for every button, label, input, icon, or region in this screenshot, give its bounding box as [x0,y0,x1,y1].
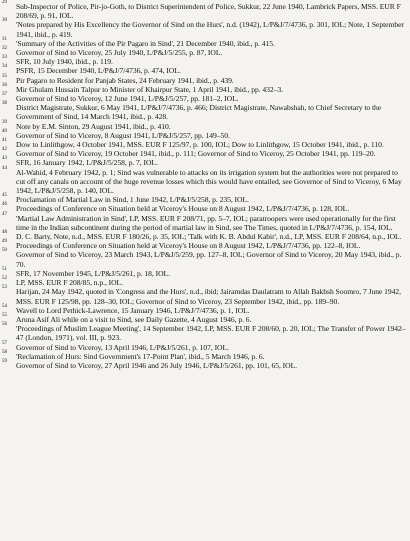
footnote-text: Governor of Sind to Viceroy, 19 October 1941, ibid., p. 111; Governor of Sind to Viceroy, 25 October 1941, pp. 119–20. [16,149,376,159]
footnote-number: 38 [2,101,7,107]
footnote-number: 55 [2,312,7,318]
footnote-item [2,324,406,342]
footnote-number: 49 [2,239,7,245]
footnote-number: 36 [2,82,7,88]
footnote-item [2,287,406,305]
footnote-text: Harijan, 24 May 1942, quoted in 'Congress and the Hurs', n.d., ibid; Jairamdas Daulatram to Allah Bakhsh Soomro, 7 June 1942, MSS. EUR F 125/98, pp. 128–30, IOL; Governor of Sind to Viceroy, 23 September 1942, ibid., pp. 189–90. [16,287,401,306]
footnote-text: D. C. Barty, Note, n.d., MSS. EUR F 180/26, p. 35, IOL; 'Talk with K. B. Abdul Kabir', n.d., LP, MSS. EUR F 208/64, n.p., IOL. [16,232,402,242]
footnote-item [2,66,406,75]
footnote-item [2,266,406,278]
footnote-item [2,232,406,241]
footnote-number: 58 [2,349,7,355]
footnote-number: 34 [2,64,7,70]
footnote-text: District Magistrate, Sukkur, 6 May 1941, L/P&J/7/4736, p. 466; District Magistrate, Nawabshah, to Chief Secretary to the Government of Sind, 14 March 1941, ibid., p. 428. [16,103,382,122]
footnote-item [2,349,406,361]
footnote-number: 31 [2,36,7,42]
footnote-number: 29 [2,0,7,5]
footnote-text: 'Martial Law Administration in Sind', LP, MSS. EUR F 208/71, pp. 5–7, IOL; paratroopers were used operationally for the first time in the Indian subcontinent during the period of martial law in Sind, see The Times, quoted in L/P&J/7/4736, p. 154, IOL. [16,213,396,232]
footnote-number: 39 [2,119,7,125]
footnote-item [2,119,406,131]
footnote-number: 56 [2,322,7,328]
footnote-item [2,278,406,287]
footnote-item [2,128,406,140]
footnote-item [2,36,406,48]
footnote-text: 'Proceedings of Muslim League Meeting', 14 September 1942, LP, MSS. EUR F 208/60, p. 20, IOL; The Transfer of Power 1942–47 (London, 1971), vol. III, p. 923. [16,324,406,343]
footnote-text: Governor of Sind to Viceroy, 13 April 1946, L/P&J/5/261, p. 107, IOL. [16,342,229,352]
footnote-text: SFR, 17 November 1945, L/P&J/5/261, p. 18, IOL. [16,268,170,278]
footnote-number: 48 [2,230,7,236]
footnote-text: Proceedings of Conference on Situation held at Viceroy's House on 8 August 1942, L/P&J/7/4736, pp. 122–8, IOL. [16,241,361,251]
footnote-text: LP, MSS. EUR F 208/85, n.p., IOL. [16,278,123,288]
footnote-item [2,211,406,232]
footnote-number: 53 [2,285,7,291]
footnote-item [2,158,406,167]
footnote-number: 37 [2,92,7,98]
footnote-item [2,20,406,38]
footnote-text: SFR, 16 January 1942, L/P&J/5/258, p. 7, IOL. [16,158,158,168]
footnote-text: 'Summary of the Activities of the Pir Pagaro in Sind', 21 December 1940, ibid., p. 415. [16,38,275,48]
footnote-number: 33 [2,55,7,61]
footnote-text: Aruna Asif Ali while on a visit to Sind, see Daily Gazette, 4 August 1946, p. 6. [16,314,252,324]
footnote-item [2,2,406,20]
footnote-item [2,195,406,204]
footnote-text: Mir Ghulam Hussain Talpur to Minister of Khairpur State, 1 April 1941, ibid., pp. 432–3. [16,84,284,94]
footnote-number: 52 [2,276,7,282]
footnote-item [2,48,406,57]
footnote-text: Governor of Sind to Viceroy, 23 March 1943, L/P&J/5/259, pp. 127–8, IOL; Governor of Sind to Viceroy, 20 May 1943, ibid., p. 70. [16,250,402,269]
footnote-number: 46 [2,202,7,208]
footnote-item [2,340,406,352]
footnote-number: 59 [2,358,7,364]
footnote-text: Al-Wahid, 4 February 1942, p. 1; Sind was vulnerable to attacks on its irrigation system but the authorities were not prepared to cut off any canals on account of the huge revenue losses which this would have entailed, see Governor of Sind to Viceroy, 6 May 1942, L/P&J/5/258, p. 140, IOL. [16,167,402,196]
footnote-item [2,103,406,121]
footnote-text: Sub-Inspector of Police, Pir-jo-Goth, to District Superintendent of Police, Sukkur, 22 June 1940, Lambrick Papers, MSS. EUR F 208/69, p. 91, IOL. [16,2,401,21]
footnote-text: Proclamation of Martial Law in Sind, 1 June 1942, L/P&J/5/258, p. 235, IOL. [16,195,249,205]
footnote-text: Wavell to Lord Pethick-Lawrence, 15 January 1946, L/P&J/7/4736, p. 1, IOL. [16,305,250,315]
footnote-item [2,140,406,149]
footnote-number: 30 [2,18,7,24]
footnote-text: Governor of Sind to Viceroy, 27 April 1946 and 26 July 1946, L/P&J/5/261, pp. 101, 65, IOL. [16,360,298,370]
footnote-text: 'Notes prepared by His Excellency the Governor of Sind on the Hurs', n.d. (1942), L/P&J/7/4736, p. 301, IOL; Note, 1 September 1941, ibid., p. 419. [16,20,404,39]
footnote-item [2,73,406,85]
footnote-number: 45 [2,193,7,199]
footnote-number: 40 [2,128,7,134]
footnote-item [2,165,406,196]
footnote-item [2,358,406,370]
footnote-text: Pir Pagaro to Resident for Panjab States, 24 February 1941, ibid., p. 439. [16,75,234,85]
footnote-item [2,94,406,103]
footnote-list [2,2,406,370]
footnote-text: Governor of Sind to Viceroy, 12 June 1941, L/P&J/5/257, pp. 181–2, IOL. [16,94,239,104]
footnote-number: 54 [2,303,7,309]
footnote-text: PSFR, 15 December 1940, L/P&J/7/4736, p. 474, IOL. [16,66,181,76]
footnote-item [2,149,406,158]
footnote-text: Governor of Sind to Viceroy, 25 July 1940, L/P&J/5/255, p. 87, IOL. [16,48,223,58]
footnote-item [2,241,406,250]
footnote-text: SFR, 10 July 1940, ibid., p. 119. [16,57,113,67]
footnote-number: 41 [2,138,7,144]
footnote-number: 44 [2,165,7,171]
footnote-number: 35 [2,73,7,79]
footnote-number: 51 [2,266,7,272]
footnote-item [2,57,406,66]
footnote-number: 57 [2,340,7,346]
footnote-item [2,250,406,268]
footnote-number: 43 [2,156,7,162]
footnote-number: 42 [2,147,7,153]
footnote-text: Note by E.M. Sinton, 29 August 1941, ibid., p. 410. [16,121,171,131]
footnote-text: 'Reclamation of Hurs: Sind Government's 17-Point Plan', ibid., 5 March 1946, p. 6. [16,351,265,361]
footnote-number: 32 [2,46,7,52]
footnote-item [2,303,406,315]
footnote-item [2,204,406,213]
footnote-text: Proceedings of Conference on Situation held at Viceroy's House on 8 August 1942, L/P&J/7/4736, p. 128, IOL. [16,204,350,214]
footnote-number: 50 [2,248,7,254]
footnote-text: Dow to Linlithgow, 4 October 1941, MSS. EUR F 125/97, p. 100, IOL; Dow to Linlithgow, 15 October 1941, ibid., p. 110. [16,140,384,150]
footnote-text: Governor of Sind to Viceroy, 8 August 1941, L/P&J/5/257, pp. 149–50. [16,130,230,140]
footnote-item [2,82,406,94]
footnote-item [2,312,406,324]
footnote-number: 47 [2,211,7,217]
